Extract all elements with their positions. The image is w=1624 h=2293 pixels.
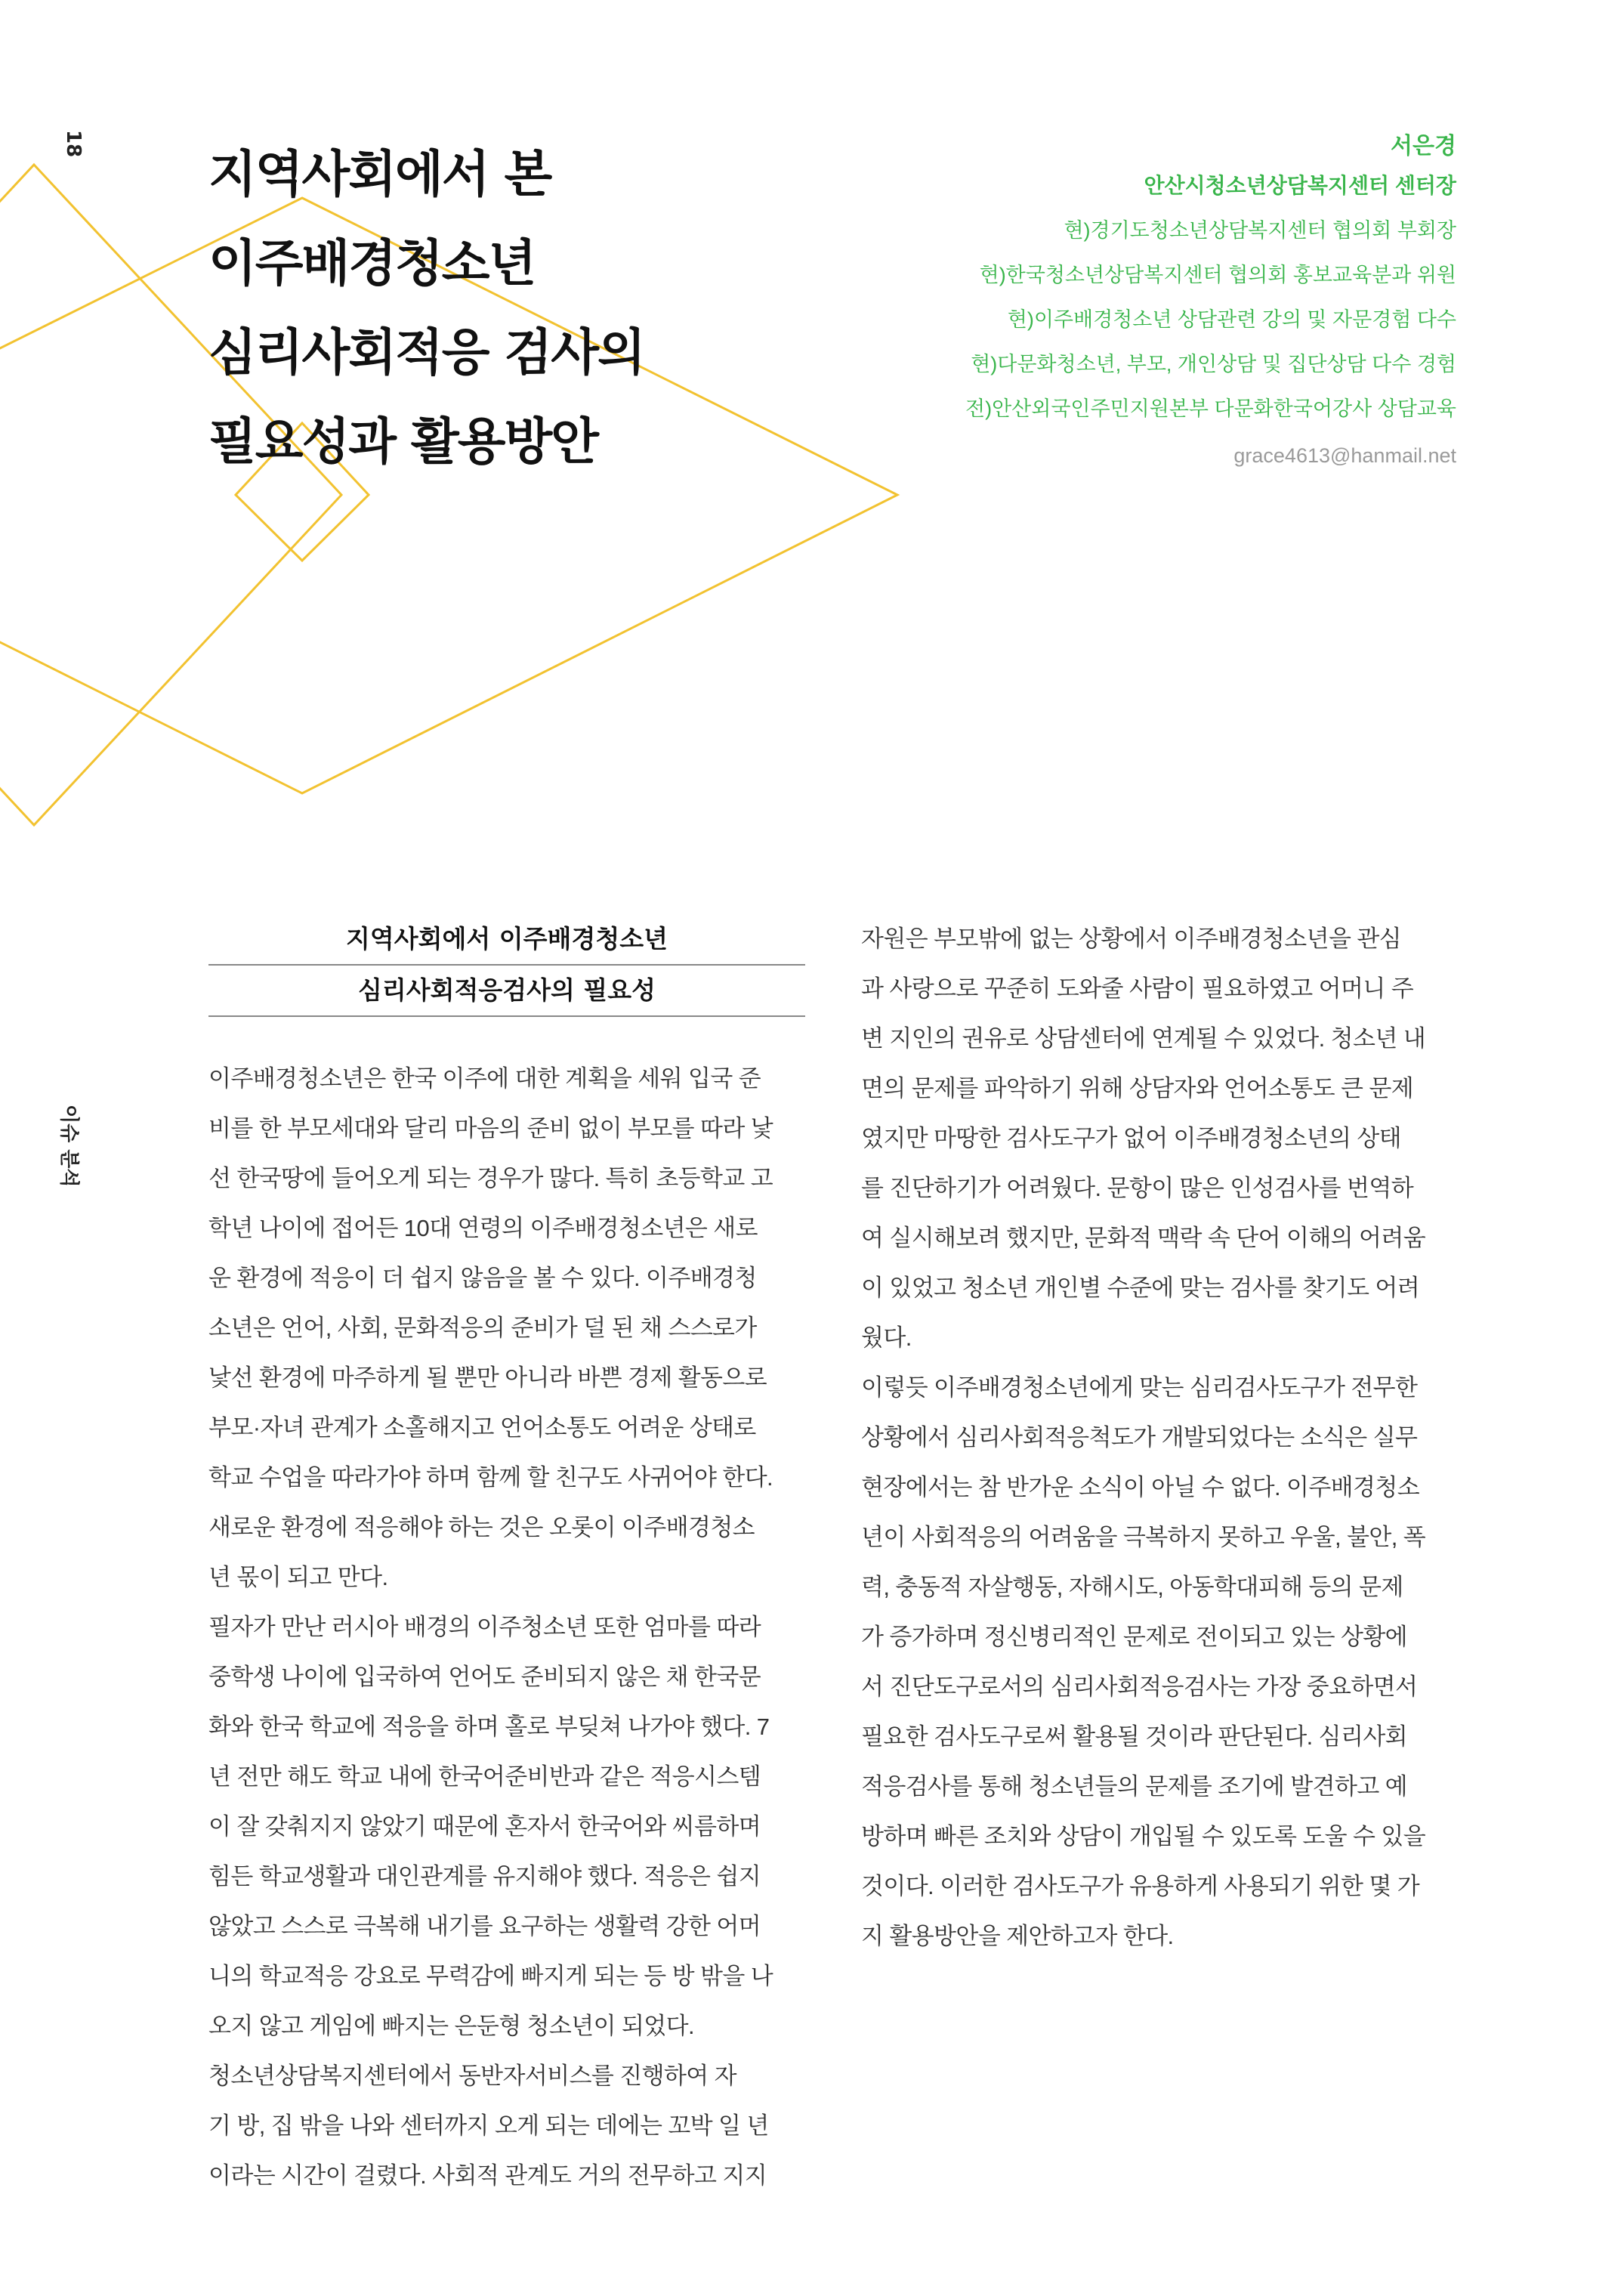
section-heading-line: 심리사회적응검사의 필요성	[208, 966, 805, 1017]
body-text-line: 소년은 언어, 사회, 문화적응의 준비가 덜 된 채 스스로가	[208, 1315, 757, 1341]
body-text-line: 였지만 마땅한 검사도구가 없어 이주배경청소년의 상태	[861, 1125, 1402, 1151]
body-text-line: 비를 한 부모세대와 달리 마음의 준비 없이 부모를 따라 낯	[208, 1115, 773, 1142]
body-text-line: 이렇듯 이주배경청소년에게 맞는 심리검사도구가 전무한	[861, 1374, 1418, 1401]
body-text-line: 이주배경청소년은 한국 이주에 대한 계획을 세워 입국 준	[208, 1065, 761, 1092]
body-text-line: 자원은 부모밖에 없는 상황에서 이주배경청소년을 관심	[861, 926, 1402, 952]
body-text-line: 부모·자녀 관계가 소홀해지고 언어소통도 어려운 상태로	[208, 1414, 756, 1441]
body-text-line: 방하며 빠른 조치와 상담이 개입될 수 있도록 도울 수 있을	[861, 1823, 1426, 1850]
body-right-column	[861, 914, 1462, 1961]
body-text-line: 이 있었고 청소년 개인별 수준에 맞는 검사를 찾기도 어려	[861, 1275, 1420, 1301]
author-credential: 현)한국청소년상담복지센터 협의회 홍보교육분과 위원	[979, 264, 1456, 286]
body-text-line: 운 환경에 적응이 더 쉽지 않음을 볼 수 있다. 이주배경청	[208, 1265, 757, 1291]
body-text-line: 면의 문제를 파악하기 위해 상담자와 언어소통도 큰 문제	[861, 1075, 1414, 1102]
title-line: 지역사회에서 본	[208, 145, 551, 203]
body-text-line: 를 진단하기가 어려웠다. 문항이 많은 인성검사를 번역하	[861, 1175, 1414, 1201]
author-credential: 현)이주배경청소년 상담관련 강의 및 자문경험 다수	[1007, 308, 1456, 331]
body-text-line: 력, 충동적 자살행동, 자해시도, 아동학대피해 등의 문제	[861, 1574, 1403, 1600]
body-text-line: 년이 사회적응의 어려움을 극복하지 못하고 우울, 불안, 폭	[861, 1524, 1426, 1550]
section-heading	[208, 914, 805, 1017]
body-text-line: 변 지인의 권유로 상담센터에 연계될 수 있었다. 청소년 내	[861, 1025, 1426, 1052]
body-text-line: 여 실시해보려 했지만, 문화적 맥락 속 단어 이해의 어려움	[861, 1225, 1426, 1251]
body-text-line: 필자가 만난 러시아 배경의 이주청소년 또한 엄마를 따라	[208, 1614, 761, 1640]
author-position: 안산시청소년상담복지센터 센터장	[1144, 174, 1456, 197]
body-text-line: 청소년상담복지센터에서 동반자서비스를 진행하여 자	[208, 2063, 736, 2089]
title-line: 필요성과 활용방안	[208, 413, 598, 471]
body-text-line: 학년 나이에 접어든 10대 연령의 이주배경청소년은 새로	[208, 1215, 758, 1241]
body-text-line: 상황에서 심리사회적응척도가 개발되었다는 소식은 실무	[861, 1424, 1418, 1451]
body-text-line: 년 몫이 되고 만다.	[208, 1564, 388, 1590]
body-text-line: 것이다. 이러한 검사도구가 유용하게 사용되기 위한 몇 가	[861, 1873, 1420, 1899]
body-left-column	[208, 1054, 807, 2201]
section-side-label: 이슈 분석	[57, 1105, 80, 1188]
body-text-line: 중학생 나이에 입국하여 언어도 준비되지 않은 채 한국문	[208, 1664, 761, 1690]
body-text-line: 서 진단도구로서의 심리사회적응검사는 가장 중요하면서	[861, 1673, 1418, 1700]
body-text-line: 적응검사를 통해 청소년들의 문제를 조기에 발견하고 예	[861, 1773, 1408, 1800]
page-number: 18	[62, 130, 85, 158]
body-text-line: 이 잘 갖춰지지 않았기 때문에 혼자서 한국어와 씨름하며	[208, 1813, 761, 1840]
body-text-line: 화와 한국 학교에 적응을 하며 홀로 부딪쳐 나가야 했다. 7	[208, 1714, 770, 1740]
author-name: 서은경	[1391, 134, 1456, 159]
title-line: 심리사회적응 검사의	[208, 323, 644, 382]
body-text-line: 힘든 학교생활과 대인관계를 유지해야 했다. 적응은 쉽지	[208, 1863, 761, 1890]
body-text-line: 필요한 검사도구로써 활용될 것이라 판단된다. 심리사회	[861, 1723, 1408, 1750]
body-text-line: 년 전만 해도 학교 내에 한국어준비반과 같은 적응시스템	[208, 1763, 761, 1790]
body-text-line: 과 사랑으로 꾸준히 도와줄 사람이 필요하였고 어머니 주	[861, 975, 1414, 1002]
body-text-line: 학교 수업을 따라가야 하며 함께 할 친구도 사귀어야 한다.	[208, 1464, 773, 1491]
author-credential: 현)경기도청소년상담복지센터 협의회 부회장	[1064, 219, 1456, 242]
body-text-line: 낯선 환경에 마주하게 될 뿐만 아니라 바쁜 경제 활동으로	[208, 1364, 767, 1391]
author-credential: 전)안산외국인주민지원본부 다문화한국어강사 상담교육	[965, 397, 1456, 420]
author-info	[837, 130, 1456, 480]
body-text-line: 않았고 스스로 극복해 내기를 요구하는 생활력 강한 어머	[208, 1913, 761, 1939]
article-title	[208, 130, 752, 487]
body-text-line: 지 활용방안을 제안하고자 한다.	[861, 1923, 1174, 1949]
body-text-line: 현장에서는 참 반가운 소식이 아닐 수 없다. 이주배경청소	[861, 1474, 1420, 1500]
author-credential: 현)다문화청소년, 부모, 개인상담 및 집단상담 다수 경험	[971, 353, 1456, 375]
body-text-line: 선 한국땅에 들어오게 되는 경우가 많다. 특히 초등학교 고	[208, 1165, 773, 1191]
body-text-line: 오지 않고 게임에 빠지는 은둔형 청소년이 되었다.	[208, 2013, 695, 2039]
author-email: grace4613@hanmail.net	[1233, 444, 1456, 467]
section-heading-line: 지역사회에서 이주배경청소년	[208, 914, 805, 966]
body-text-line: 새로운 환경에 적응해야 하는 것은 오롯이 이주배경청소	[208, 1514, 755, 1541]
body-text-line: 니의 학교적응 강요로 무력감에 빠지게 되는 등 방 밖을 나	[208, 1963, 773, 1989]
title-line: 이주배경청소년	[208, 234, 536, 292]
body-text-line: 가 증가하며 정신병리적인 문제로 전이되고 있는 상황에	[861, 1624, 1408, 1650]
body-text-line: 웠다.	[861, 1324, 912, 1351]
body-text-line: 기 방, 집 밖을 나와 센터까지 오게 되는 데에는 꼬박 일 년	[208, 2112, 769, 2139]
body-text-line: 이라는 시간이 걸렸다. 사회적 관계도 거의 전무하고 지지	[208, 2162, 767, 2189]
